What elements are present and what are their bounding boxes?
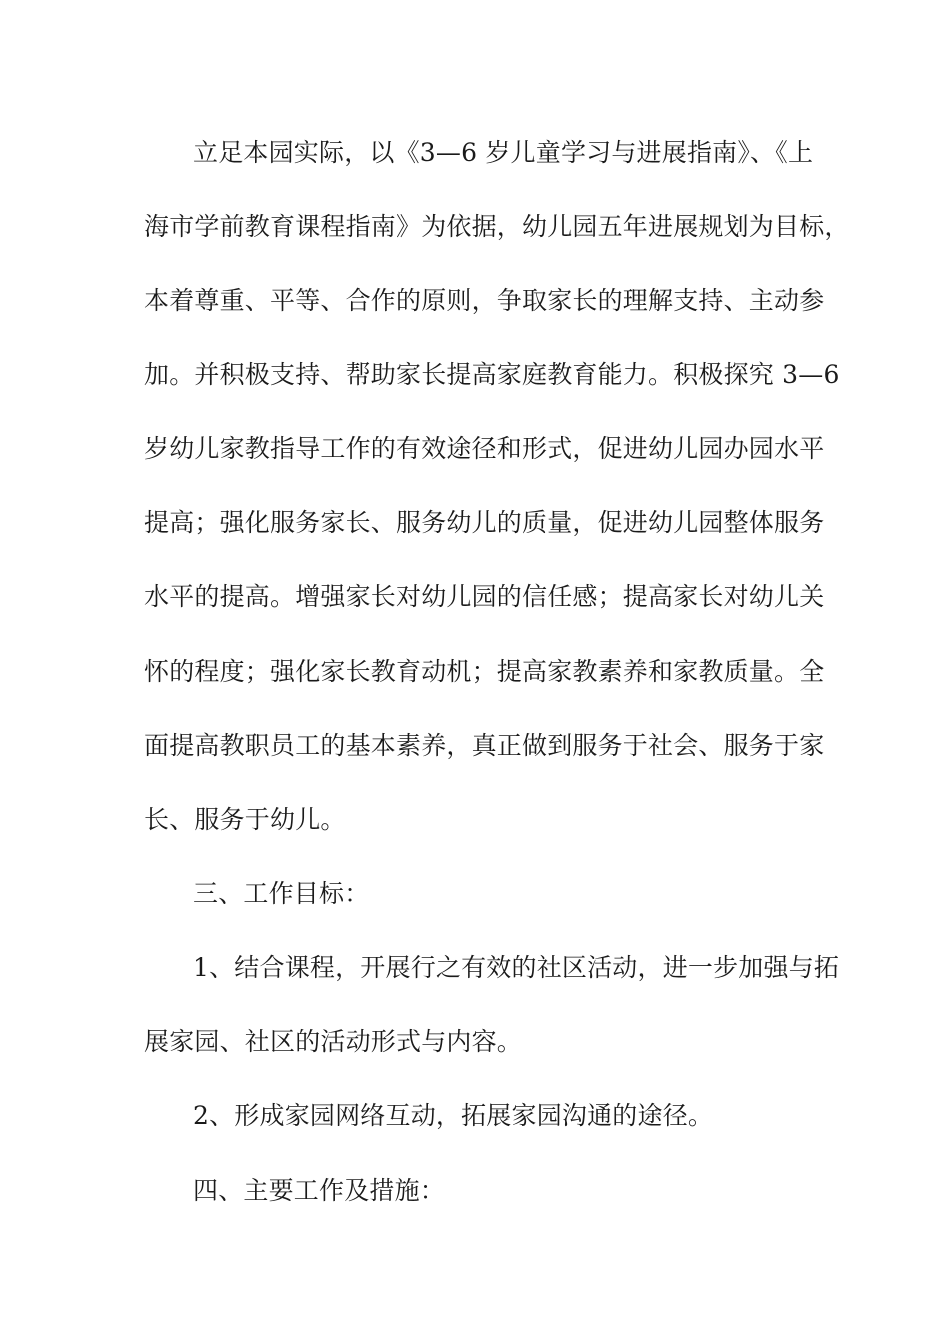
paragraph-line: 岁幼儿家教指导工作的有效途径和形式，促进幼儿园办园水平 xyxy=(144,434,825,463)
paragraph-line: 怀的程度；强化家长教育动机；提高家教素养和家教质量。全 xyxy=(144,657,825,686)
list-item: 2、形成家园网络互动，拓展家园沟通的途径。 xyxy=(193,1101,714,1130)
paragraph-line: 加。并积极支持、帮助家长提高家庭教育能力。积极探究 3—6 xyxy=(144,360,840,389)
paragraph-line: 水平的提高。增强家长对幼儿园的信任感；提高家长对幼儿关 xyxy=(144,582,825,611)
paragraph-line: 本着尊重、平等、合作的原则，争取家长的理解支持、主动参 xyxy=(144,286,825,315)
paragraph-line: 提高；强化服务家长、服务幼儿的质量，促进幼儿园整体服务 xyxy=(144,508,825,537)
list-item-continuation: 展家园、社区的活动形式与内容。 xyxy=(144,1027,523,1056)
list-item: 1、结合课程，开展行之有效的社区活动，进一步加强与拓 xyxy=(193,953,840,982)
paragraph-line: 面提高教职员工的基本素养，真正做到服务于社会、服务于家 xyxy=(144,731,825,760)
section-heading: 四、主要工作及措施： xyxy=(193,1176,446,1205)
section-heading: 三、工作目标： xyxy=(193,879,370,908)
paragraph-line: 立足本园实际，以《3—6 岁儿童学习与进展指南》、《上 xyxy=(193,138,814,167)
paragraph-line: 长、服务于幼儿。 xyxy=(144,805,346,834)
paragraph-line: 海市学前教育课程指南》为依据，幼儿园五年进展规划为目标， xyxy=(144,212,850,241)
